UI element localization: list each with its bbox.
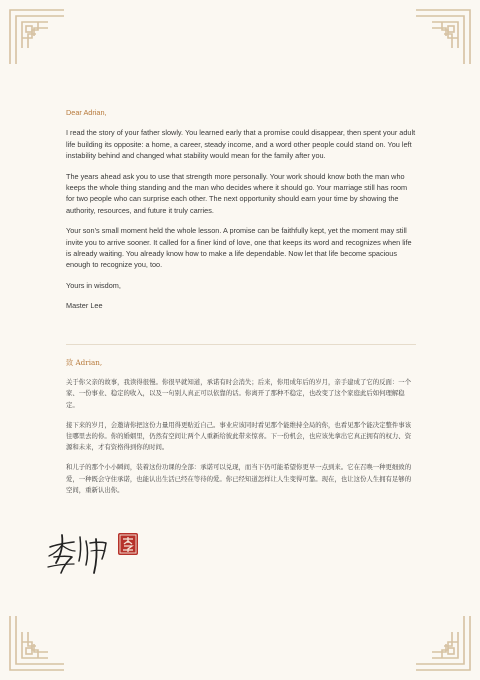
- chinese-paragraph-2: 接下来的岁月，会邀请你把这份力量用得更贴近自己。事业应该同时看见那个能维持全局的你，也看见那个能决定整件事该往哪里去的你。你的婚姻里，仍然有空间让两个人重新给彼此带来惊喜。下一份机会，也应该先拿出它真正拥有的权力、资源和未来，才有资格得到你的时间。: [66, 420, 412, 452]
- english-greeting: Dear Adrian,: [66, 108, 107, 117]
- english-closing: Yours in wisdom,: [66, 280, 121, 290]
- english-paragraph-3: Your son’s small moment held the whole lesson. A promise can be faithfully kept, yet the moment may still invite you to arrive sooner. It called for a finer kind of love, one that keeps its word and recognizes when life is already waiting. You already know how to make a life dependable. Now let that life become spacious enough to recognize you, too.: [66, 226, 412, 270]
- english-letter: [66, 107, 416, 321]
- red-seal-stamp: [118, 533, 138, 555]
- chinese-paragraph-1: 关于你父亲的故事，我读得很慢。你很早就知道，承诺有时会消失；后来，你用成年后的岁月，亲手建成了它的反面：一个家、一份事业、稳定的收入，以及一句别人真正可以依靠的话。你离开了那种不稳定，也改变了这个家庭此后如何理解稳定。: [66, 378, 412, 409]
- corner-ornament-bottom-right: [414, 614, 472, 672]
- chinese-paragraph-3: 和儿子的那个小小瞬间，装着这份功课的全部：承诺可以兑现，而当下仍可能希望你更早一点到来。它在召唤一种更细致的爱，一种既会守住承诺，也能认出生活已经在等待的爱。你已经知道怎样让人生变得可靠。现在，也让这份人生拥有足够的空间，重新认出你。: [66, 463, 412, 494]
- english-paragraph-2: The years ahead ask you to use that strength more personally. Your work should know both the man who keeps the whole thing standing and the man who decides where it should go. Your marriage still has room for two people who can surprise each other. The next opportunity should earn your time by showing the authority, resources, and future it truly carries.: [66, 171, 408, 215]
- chinese-greeting: 致 Adrian,: [66, 358, 103, 367]
- section-divider: [66, 344, 416, 345]
- handwritten-signature: [44, 527, 112, 575]
- english-paragraph-1: I read the story of your father slowly. You learned early that a promise could disappear, then spent your adult life building its opposite: a home, a career, steady income, and a word other people could stand on. You left instability behind and changed what stability would mean for the family after you.: [66, 128, 416, 161]
- corner-ornament-top-right: [414, 8, 472, 66]
- corner-ornament-top-left: [8, 8, 66, 66]
- chinese-letter: [66, 357, 416, 505]
- english-signature-name: Master Lee: [66, 301, 103, 311]
- corner-ornament-bottom-left: [8, 614, 66, 672]
